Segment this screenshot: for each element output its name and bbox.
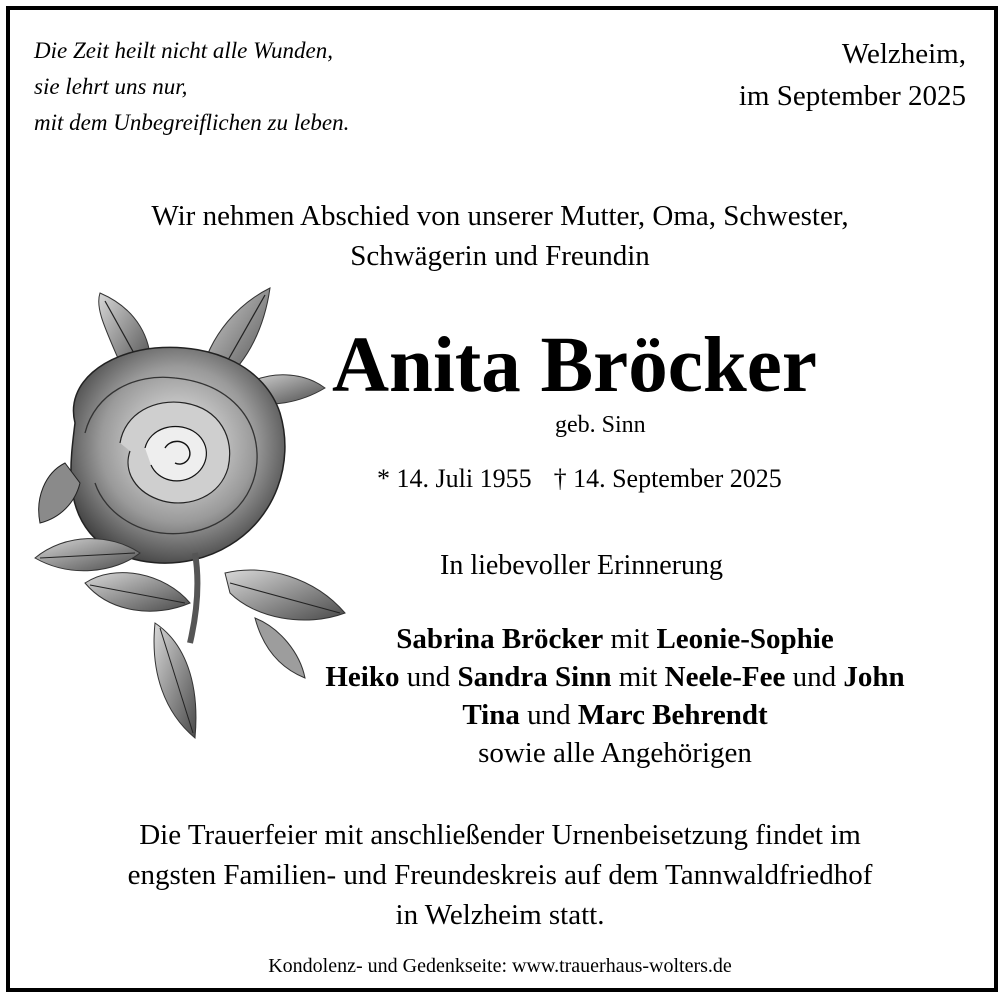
intro-line-2: Schwägerin und Freundin <box>350 240 650 272</box>
quote-line-2: sie lehrt uns nur, <box>34 74 188 99</box>
deceased-name: Anita Bröcker <box>332 322 817 409</box>
death-date: † 14. September 2025 <box>553 464 782 493</box>
ceremony-info <box>0 815 1000 935</box>
family-name: Neele-Fee <box>664 661 786 693</box>
place-month: im September 2025 <box>738 80 966 112</box>
intro-line-1: Wir nehmen Abschied von unserer Mutter, Oma, Schwester, <box>151 200 849 232</box>
family-connector: und <box>785 661 844 693</box>
ceremony-line-1: Die Trauerfeier mit anschließender Urnenbeisetzung findet im <box>139 819 861 851</box>
family-connector: mit <box>603 623 657 655</box>
place-city: Welzheim, <box>841 38 966 70</box>
family-connector: und <box>519 699 578 731</box>
family-name: Sabrina Bröcker <box>396 623 604 655</box>
family-connector: mit <box>611 661 665 693</box>
family-row-1 <box>260 620 970 658</box>
leaf-bottom-right <box>225 570 345 620</box>
rose-stem <box>190 553 197 643</box>
family-name: John <box>843 661 905 693</box>
memory-text: In liebevoller Erinnerung <box>440 550 724 581</box>
family-name: Leonie-Sophie <box>656 623 834 655</box>
life-dates <box>377 462 782 496</box>
place-date <box>739 33 966 117</box>
ceremony-line-2: engsten Familien- und Freundeskreis auf dem Tannwaldfriedhof <box>127 859 873 891</box>
birth-date: * 14. Juli 1955 <box>377 464 532 493</box>
family-name: Marc Behrendt <box>577 699 768 731</box>
family-name: Sandra Sinn <box>457 661 612 693</box>
maiden-name: geb. Sinn <box>555 412 646 438</box>
family-name: Heiko <box>325 661 400 693</box>
family-row-3 <box>260 696 970 734</box>
condolence-footer: Kondolenz- und Gedenkseite: www.trauerhaus-wolters.de <box>268 955 732 977</box>
quote-verse <box>34 33 349 141</box>
leaf-bottom-mid <box>85 573 190 612</box>
family-list <box>260 620 970 772</box>
intro-text <box>0 196 1000 276</box>
quote-line-1: Die Zeit heilt nicht alle Wunden, <box>34 38 333 63</box>
family-name: Tina <box>462 699 520 731</box>
family-connector: und <box>399 661 458 693</box>
family-row-4: sowie alle Angehörigen <box>478 737 752 769</box>
family-row-2 <box>260 658 970 696</box>
quote-line-3: mit dem Unbegreiflichen zu leben. <box>34 110 350 135</box>
ceremony-line-3: in Welzheim statt. <box>395 899 605 931</box>
